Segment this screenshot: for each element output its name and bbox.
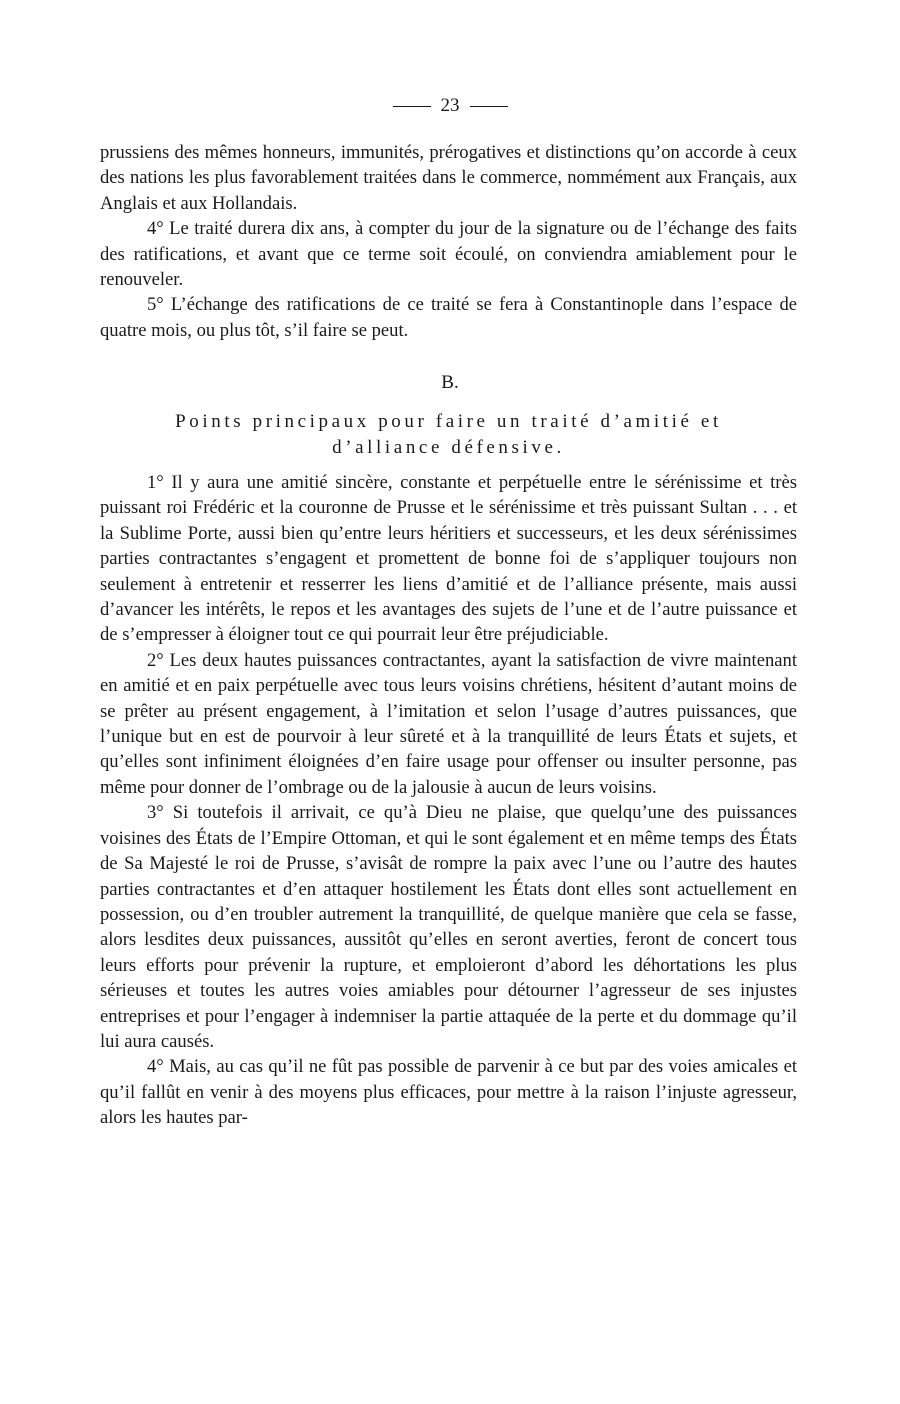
section-title	[100, 409, 797, 460]
paragraph-article-4b: 4° Mais, au cas qu’il ne fût pas possible de parvenir à ce but par des voies amicales et qu’il fallût en venir à des moyens plus efficaces, pour mettre à la raison l’injuste agresseur, alors les hautes par-	[100, 1056, 797, 1129]
paragraph-article-5: 5° L’échange des ratifications de ce traité se fera à Constantinople dans l’espace de quatre mois, ou plus tôt, s’il faire se peut.	[100, 294, 797, 341]
header-left-dash	[393, 106, 431, 107]
section-b-text	[100, 470, 797, 1131]
section-title-line-1: Points principaux pour faire un traité d’amitié et	[175, 411, 722, 432]
paragraph-article-2: 2° Les deux hautes puissances contractantes, ayant la satisfaction de vivre maintenant en amitié et en paix perpétuelle avec tous leurs voisins chrétiens, hésitent d’autant moins de se prêter au présent engagement, à l’imitation et selon l’usage d’autres puissances, que l’unique but en est de pourvoir à leur sûreté et à la tranquillité de leurs États et sujets, et qu’elles sont infiniment éloignées d’en faire usage pour offenser ou insulter personne, pas même pour donner de l’ombrage ou de la jalousie à aucun de leurs voisins.	[100, 649, 797, 798]
paragraph-article-4: 4° Le traité durera dix ans, à compter du jour de la signature ou de l’échange des faits des ratifications, et avant que ce terme soit écoulé, on conviendra amiablement pour le renouveler.	[100, 218, 797, 291]
section-title-line-2: d’alliance défensive.	[332, 436, 565, 458]
paragraph-continuation: prussiens des mêmes honneurs, immunités, prérogatives et distinctions qu’on accorde à ceux des nations les plus favorablement traitées dans le commerce, nommément aux Français, aux Anglais et aux Hollandais.	[100, 142, 797, 214]
paragraph-article-3: 3° Si toutefois il arrivait, ce qu’à Dieu ne plaise, que quelqu’une des puissances voisines des États de l’Empire Ottoman, et qui le sont également et en même temps des États de Sa Majesté le roi de Prusse, s’avisât de rompre la paix avec l’une ou l’autre des hautes parties contractantes et d’en attaquer hostilement les États dont elles sont actuellement en possession, ou d’en troubler autrement la tranquillité, de quelque manière que cela se fasse, alors lesdites deux puissances, aussitôt qu’elles en seront averties, feront de concert tous leurs efforts pour prévenir la rupture, et emploieront d’abord les déhortations les plus sérieuses et toutes les autres voies amiables pour détourner l’agresseur de ses injustes entreprises et pour l’engager à indemniser la partie attaquée de la perte et du dommage qu’il lui aura causés.	[100, 802, 797, 1052]
header-right-dash	[470, 106, 508, 107]
section-a-text	[100, 140, 797, 343]
section-letter: B.	[441, 372, 459, 393]
page-number: 23	[440, 95, 460, 116]
paragraph-article-1: 1° Il y aura une amitié sincère, constante et perpétuelle entre le sérénissime et très puissant roi Frédéric et la couronne de Prusse et le sérénissime et très puissant Sultan . . . et la Sublime Porte, aussi bien qu’entre leurs héritiers et successeurs, et les deux sérénissimes parties contractantes s’engagent et promettent de bonne foi de s’appliquer toujours non seulement à entretenir et resserrer les liens d’amitié et de l’alliance présente, mais aussi d’avancer les intérêts, le repos et les avantages des sujets de l’une et de l’autre puissance et de s’empresser à éloigner tout ce qui pourrait leur être préjudiciable.	[100, 472, 797, 646]
page-number-header	[0, 94, 900, 118]
